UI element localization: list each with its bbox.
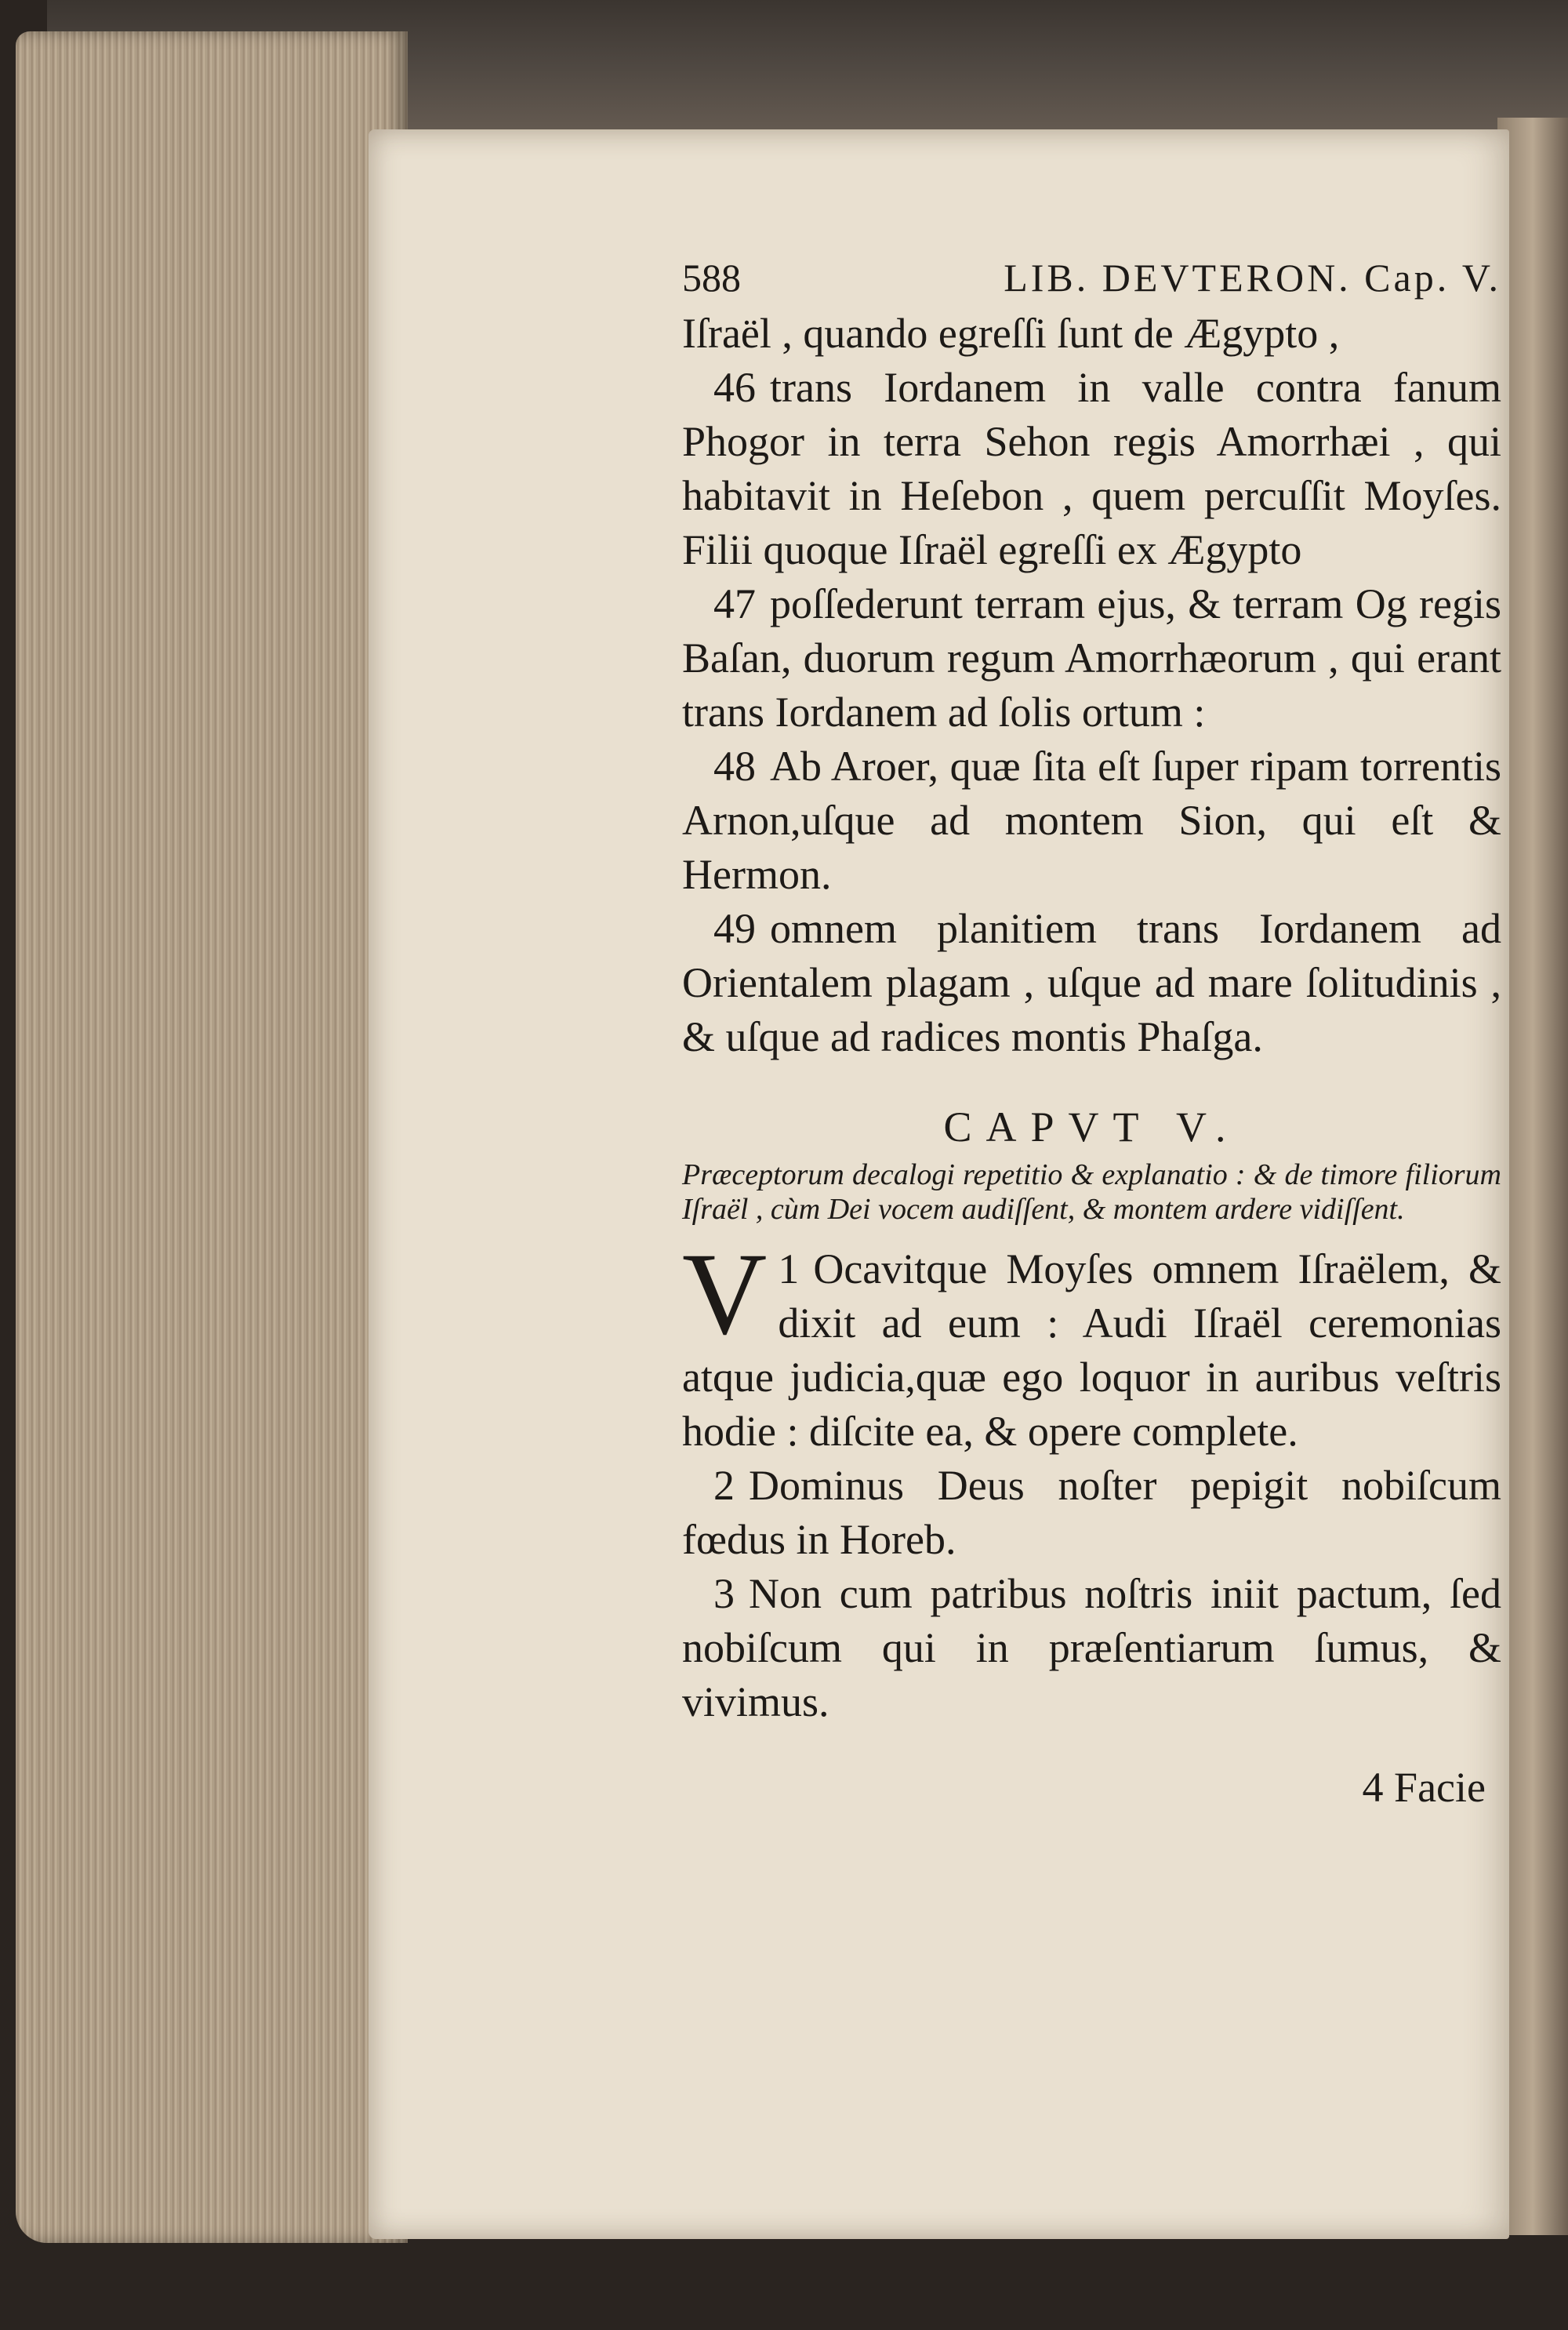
chapter-summary: Præceptorum decalogi repetitio & explanatio : & de timore filiorum Iſraël , cùm Dei vocem audiſſent, & montem ardere vidiſſent. [682, 1158, 1501, 1226]
verse-text: Ocavitque Moyſes omnem Iſraëlem, & dixit ad eum : Audi Iſraël ceremonias atque judicia,quæ ego loquor in auribus veſtris hodie : diſcite ea, & opere complete. [682, 1245, 1501, 1455]
catchword: 4 Facie [1362, 1764, 1486, 1811]
verse-number: 1 [778, 1245, 800, 1292]
paragraph-continuation [682, 307, 1501, 361]
paragraph-text: Iſraël , quando egreſſi ſunt de Ægypto , [682, 310, 1340, 357]
running-header [682, 251, 1501, 305]
verse-number: 47 [713, 580, 756, 627]
book-page-edges [16, 31, 408, 2243]
drop-capital: V [682, 1229, 768, 1359]
verse-3 [682, 1567, 1501, 1729]
verse-2 [682, 1459, 1501, 1567]
verse-text: poſſederunt terram ejus, & terram Og regis Baſan, duorum regum Amorrhæorum , qui erant trans Iordanem ad ſolis ortum : [682, 580, 1501, 736]
page-text [682, 251, 1501, 1815]
verse-number: 46 [713, 364, 756, 411]
verse-49 [682, 902, 1501, 1064]
verse-47 [682, 577, 1501, 740]
verse-number: 3 [713, 1570, 735, 1617]
verse-text: trans Iordanem in valle contra fanum Phogor in terra Sehon regis Amorrhæi , qui habitavit in Heſebon , quem percuſſit Moyſes. Filii quoque Iſraël egreſſi ex Ægypto [682, 364, 1501, 573]
verse-46 [682, 361, 1501, 577]
chapter-heading: CAPVT V. [943, 1103, 1240, 1150]
verse-1 [682, 1229, 1501, 1459]
verse-text: Non cum patribus noſtris iniit pactum, ſed nobiſcum qui in præſentiarum ſumus, & vivimus. [682, 1570, 1501, 1725]
verse-text: Ab Aroer, quæ ſita eſt ſuper ripam torrentis Arnon,uſque ad montem Sion, qui eſt & Hermon. [682, 743, 1501, 898]
page-number: 588 [682, 256, 741, 300]
verse-text: omnem planitiem trans Iordanem ad Orientalem plagam , uſque ad mare ſolitudinis , & uſque ad radices montis Phaſga. [682, 905, 1501, 1060]
verse-text: Dominus Deus noſter pepigit nobiſcum fœdus in Horeb. [682, 1462, 1501, 1563]
verse-number: 48 [713, 743, 756, 790]
verse-48 [682, 740, 1501, 902]
verse-number: 2 [713, 1462, 735, 1509]
verse-number: 49 [713, 905, 756, 952]
running-title: LIB. DEVTERON. Cap. V. [1004, 256, 1501, 300]
